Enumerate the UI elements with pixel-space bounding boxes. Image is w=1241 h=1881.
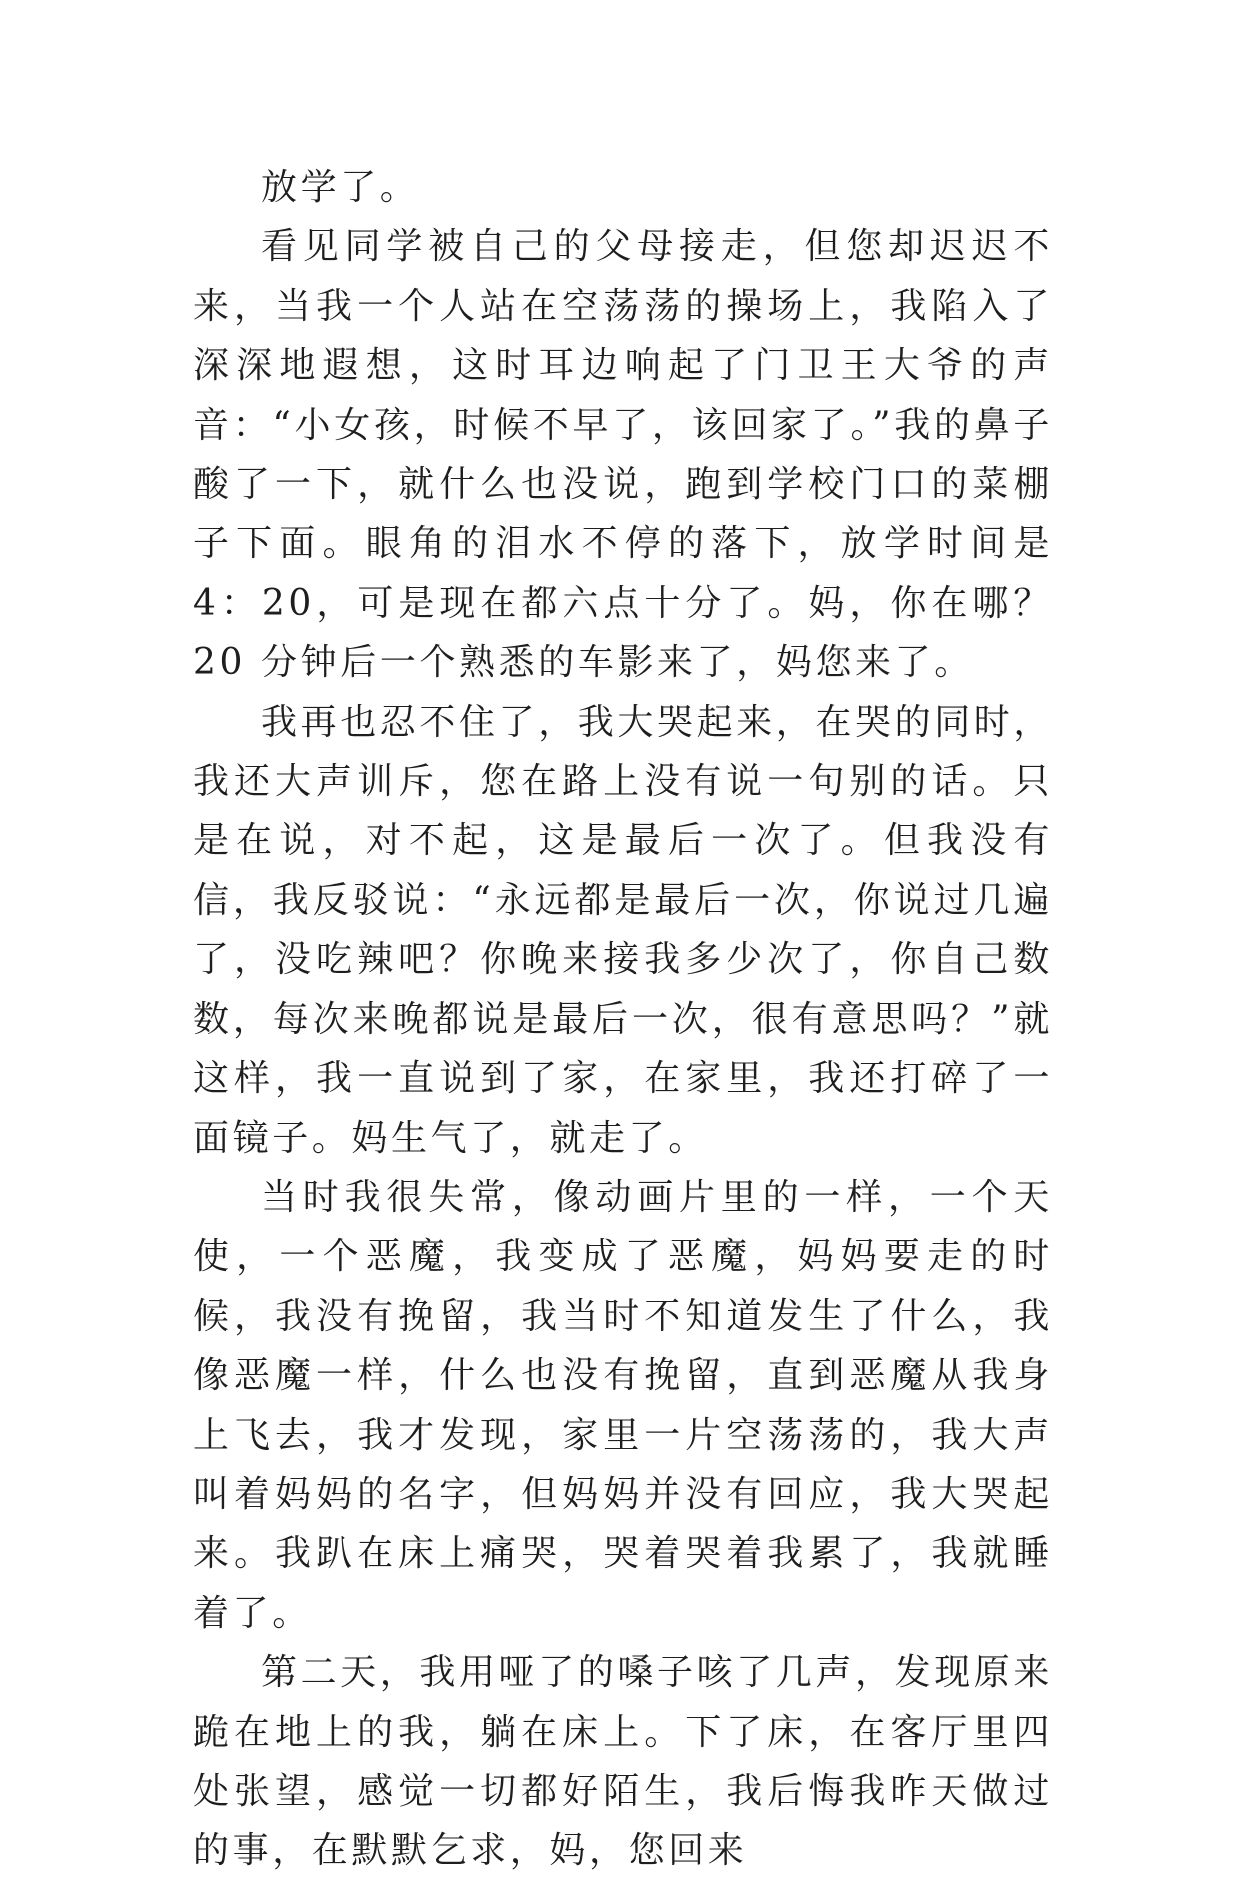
document-body xyxy=(193,158,1053,1881)
paragraph-2: 看见同学被自己的父母接走，但您却迟迟不来，当我一个人站在空荡荡的操场上，我陷入了深深地遐想，这时耳边响起了门卫王大爷的声音：“小女孩，时候不早了，该回家了。”我的鼻子酸了一下，就什么也没说，跑到学校门口的菜棚子下面。眼角的泪水不停的落下，放学时间是 4：20，可是现在都六点十分了。妈，你在哪？20 分钟后一个熟悉的车影来了，妈您来了。 xyxy=(193,226,1053,684)
paragraph-1: 放学了。 xyxy=(261,167,420,208)
paragraph-5: 第二天，我用哑了的嗓子咳了几声，发现原来跪在地上的我，躺在床上。下了床，在客厅里四处张望，感觉一切都好陌生，我后悔我昨天做过的事，在默默乞求，妈，您回来 xyxy=(193,1652,1054,1872)
paragraph-4: 当时我很失常，像动画片里的一样，一个天使，一个恶魔，我变成了恶魔，妈妈要走的时候，我没有挽留，我当时不知道发生了什么，我像恶魔一样，什么也没有挽留，直到恶魔从我身上飞去，我才发现，家里一片空荡荡的，我大声叫着妈妈的名字，但妈妈并没有回应，我大哭起来。我趴在床上痛哭，哭着哭着我累了，我就睡着了。 xyxy=(193,1176,1053,1634)
paragraph-3: 我再也忍不住了，我大哭起来，在哭的同时，我还大声训斥，您在路上没有说一句别的话。只是在说，对不起，这是最后一次了。但我没有信，我反驳说：“永远都是最后一次，你说过几遍了，没吃辣吧？你晚来接我多少次了，你自己数数，每次来晚都说是最后一次，很有意思吗？”就这样，我一直说到了家，在家里，我还打碎了一面镜子。妈生气了，就走了。 xyxy=(193,701,1054,1159)
